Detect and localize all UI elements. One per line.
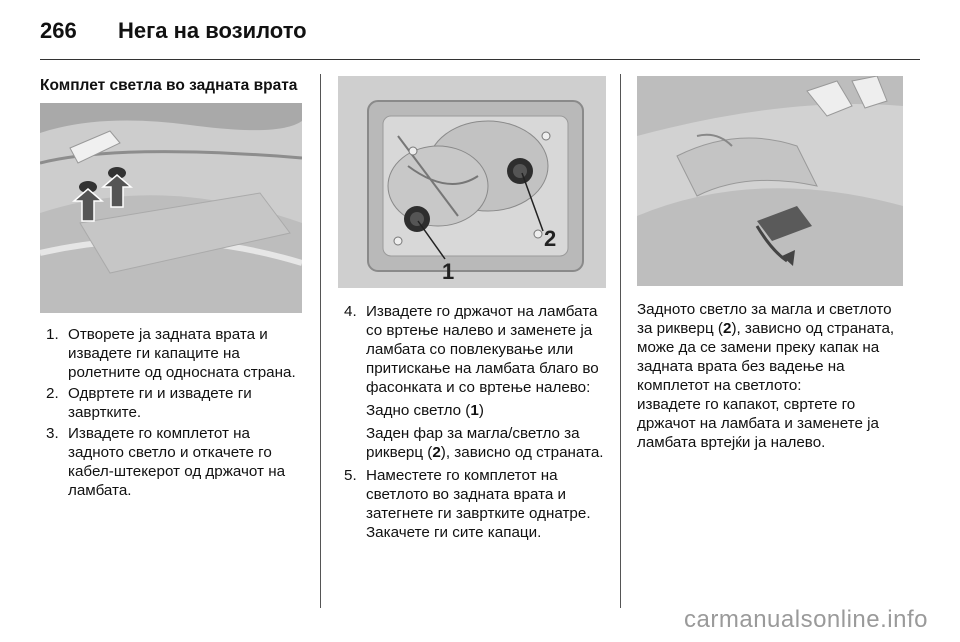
step-number: 1. [46,326,59,343]
step-item [338,466,606,542]
step-item [40,384,302,422]
sub-text: Заден фар за магла/светло за рикверц ( [366,425,580,461]
tailgate-screws-illustration [40,103,302,313]
step-number: 3. [46,425,59,442]
tailgate-cover-drawing [637,76,903,286]
column-divider-left [320,74,321,608]
sub-item-fog-reverse-light [366,424,606,462]
step-item [40,325,302,382]
tailgate-screws-drawing [40,103,302,313]
rear-light-bulbholder-illustration [338,76,606,288]
para-text: Задното светло за магла и светлото за рикверц ( [637,301,892,337]
step-text: Отворете ја задната врата и извадете ги капаците на ролетните од односната страна. [68,326,296,381]
step-number: 4. [344,303,357,320]
step-item [338,302,606,462]
callout-1: 1 [442,259,455,284]
step-text: Наместете го комплетот на светлото во задната врата и затегнете ги завртките однатре. Закачете ги сите капаци. [366,467,591,541]
section-heading: Комплет светла во задната врата [40,77,298,94]
tailgate-cover-illustration [637,76,903,286]
left-column [40,76,302,502]
paragraph: извадете го капакот, свртете го држачот на ламбата и заменете ја ламбата вртејќи ја налево. [637,396,879,451]
bulbholder-drawing [338,76,606,288]
column-divider-right [620,74,621,608]
sub-bold: 2 [432,444,441,461]
para-bold: 2 [722,320,732,337]
right-column [637,76,903,452]
step-text: Извадете го држачот на ламбата со вртење налево и заменете ја ламбата со повлекување или притискање на ламбата благо во фасонката и со вртење налево: [366,303,599,396]
step-text: Извадете го комплетот на задното светло и откачете го кабел-штекерот од држачот на ламбата. [68,425,286,499]
para-text: ), зависно од страната, може да се замени преку капак на задната врата без вадење на комплетот на светлото: [637,320,895,394]
watermark: carmanualsonline.info [684,606,928,633]
step-number: 2. [46,385,59,402]
step-item [40,424,302,500]
sub-bold: 1 [470,402,479,419]
step-list [40,325,302,500]
step-list [338,302,606,542]
header-rule [40,59,920,60]
paragraph [637,300,903,395]
step-text: Одвртете ги и извадете ги завртките. [68,385,252,421]
sub-text: ) [478,402,484,419]
sub-item-rear-light [366,401,606,420]
middle-column [338,76,606,544]
sub-text: Задно светло ( [366,402,471,419]
callout-2: 2 [544,226,557,251]
sub-text: ), зависно од страната. [440,444,604,461]
step-number: 5. [344,467,357,484]
page-number: 266 [40,18,77,43]
page-title: Нега на возилото [118,18,307,43]
